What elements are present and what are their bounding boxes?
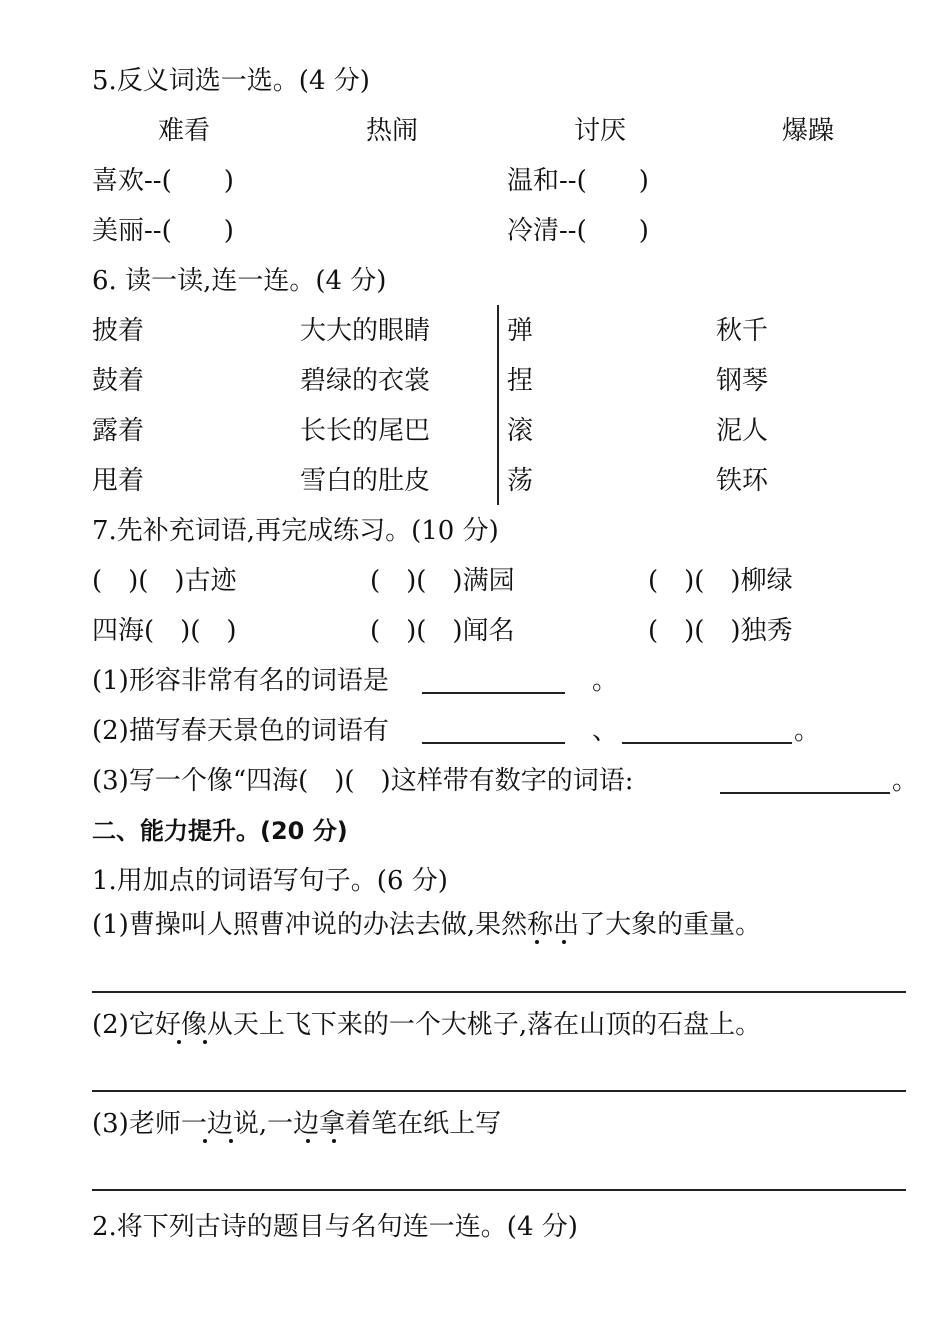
q5-item[interactable]: 温和--( ) [507, 166, 649, 196]
q6-verb[interactable]: 露着 [92, 416, 145, 446]
answer-line[interactable] [92, 991, 906, 993]
answer-line[interactable] [92, 1090, 906, 1092]
q7-title: 7.先补充词语,再完成练习。(10 分) [92, 516, 499, 546]
q5-item[interactable]: 冷清--( ) [507, 216, 649, 246]
q6-verb[interactable]: 弹 [507, 316, 534, 346]
q6-object[interactable]: 泥人 [716, 416, 769, 446]
q7-sub1-end: 。 [592, 666, 619, 696]
q6-verb[interactable]: 滚 [507, 416, 534, 446]
q7-sub2: (2)描写春天景色的词语有 [92, 716, 389, 746]
answer-blank[interactable] [422, 742, 565, 744]
q5-option: 难看 [158, 116, 211, 146]
q7-idiom[interactable]: ( )( )古迹 [92, 566, 237, 596]
q5-item[interactable]: 美丽--( ) [92, 216, 234, 246]
q7-sub1: (1)形容非常有名的词语是 [92, 666, 389, 696]
q6-phrase[interactable]: 长长的尾巴 [300, 416, 431, 446]
answer-blank[interactable] [422, 692, 565, 694]
q6-object[interactable]: 秋千 [716, 316, 769, 346]
emphasis-dot [203, 1040, 207, 1044]
q7-idiom[interactable]: ( )( )独秀 [648, 616, 793, 646]
s2-q1-sentence1: (1)曹操叫人照曹冲说的办法去做,果然称出了大象的重量。 [92, 910, 762, 940]
answer-blank[interactable] [720, 792, 890, 794]
q7-sub2-sep: 、 [592, 716, 619, 746]
s2-q1-sentence3: (3)老师一边说,一边拿着笔在纸上写 [92, 1109, 502, 1139]
q6-title: 6. 读一读,连一连。(4 分) [92, 266, 387, 296]
emphasis-dot [306, 1139, 310, 1143]
s2-q1-sentence2: (2)它好像从天上飞下来的一个大桃子,落在山顶的石盘上。 [92, 1010, 762, 1040]
q5-item[interactable]: 喜欢--( ) [92, 166, 234, 196]
q6-verb[interactable]: 荡 [507, 466, 534, 496]
q6-phrase[interactable]: 碧绿的衣裳 [300, 366, 431, 396]
q6-divider [497, 305, 499, 505]
q6-phrase[interactable]: 大大的眼睛 [300, 316, 431, 346]
q6-object[interactable]: 铁环 [716, 466, 769, 496]
q7-idiom[interactable]: ( )( )闻名 [370, 616, 515, 646]
s2-q2-title: 2.将下列古诗的题目与名句连一连。(4 分) [92, 1212, 578, 1242]
q5-option: 爆躁 [782, 116, 835, 146]
answer-line[interactable] [92, 1189, 906, 1191]
q7-sub2-end: 。 [794, 716, 821, 746]
q7-idiom[interactable]: 四海( )( ) [92, 616, 237, 646]
q7-sub3: (3)写一个像“四海( )( )这样带有数字的词语: [92, 766, 634, 796]
s2-q1-title: 1.用加点的词语写句子。(6 分) [92, 866, 448, 896]
q5-option: 热闹 [366, 116, 419, 146]
q7-idiom[interactable]: ( )( )满园 [370, 566, 515, 596]
q6-verb[interactable]: 捏 [507, 366, 534, 396]
q6-verb[interactable]: 鼓着 [92, 366, 145, 396]
emphasis-dot [203, 1139, 207, 1143]
emphasis-dot [177, 1040, 181, 1044]
q7-sub3-end: 。 [892, 766, 919, 796]
q6-object[interactable]: 钢琴 [716, 366, 769, 396]
q7-idiom[interactable]: ( )( )柳绿 [648, 566, 793, 596]
q6-phrase[interactable]: 雪白的肚皮 [300, 466, 431, 496]
emphasis-dot [562, 940, 566, 944]
emphasis-dot [535, 940, 539, 944]
q5-title: 5.反义词选一选。(4 分) [92, 66, 370, 96]
q6-verb[interactable]: 披着 [92, 316, 145, 346]
emphasis-dot [332, 1139, 336, 1143]
emphasis-dot [229, 1139, 233, 1143]
q6-verb[interactable]: 甩着 [92, 466, 145, 496]
section2-title: 二、能力提升。(20 分) [92, 817, 348, 845]
q5-option: 讨厌 [574, 116, 627, 146]
answer-blank[interactable] [622, 742, 792, 744]
